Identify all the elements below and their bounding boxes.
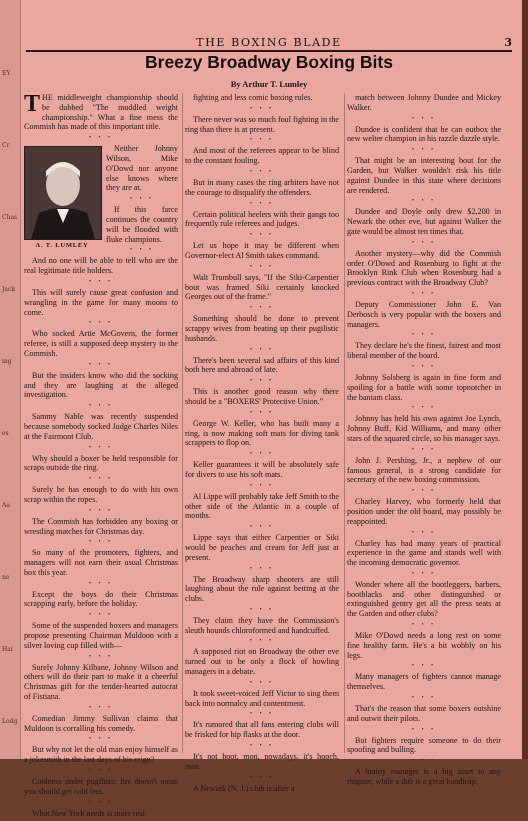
separator-dots: • • • (411, 332, 437, 339)
portrait-image (25, 147, 101, 239)
separator-dots: • • • (249, 137, 275, 144)
paragraph: And most of the referees appear to be blind to the constant fouling. (185, 146, 339, 166)
paragraph: A brainy manager is a big asset to any ringster, while a dub is a great handicap. (347, 767, 501, 787)
separator-dots: • • • (129, 247, 155, 254)
separator-dots: • • • (249, 263, 275, 270)
paragraph: Wonder where all the bootleggers, barbers, bootblacks and other distinguished or extinguished gentry get all the press seats at the Garden and other clubs? (347, 579, 501, 619)
separator-dots: • • • (249, 638, 275, 645)
paragraph: Who socked Artie McGovern, the former referee, is still a supposed deep mystery to the Commish. (24, 329, 178, 358)
separator-dots: • • • (88, 278, 114, 285)
paragraph: Johnny Solsberg is again in fine form and spoiling for a battle with some topnotcher in the bantam class. (347, 372, 501, 402)
paragraph: That's the reason that some boxers outshine and outwit their pilots. (347, 704, 501, 723)
edge-fragment: EY (2, 70, 11, 77)
paragraph: This is another good reason why there should be a "BOXERS' Protective Union." (185, 387, 339, 406)
paragraph: But in many cases the ring arbiters have not the courage to disqualify the offenders. (185, 177, 339, 197)
drop-cap: T (24, 91, 41, 117)
paragraph: Except the boys do their Christmas scrapping early, before the holiday. (24, 589, 178, 609)
separator-dots: • • • (249, 482, 275, 489)
paragraph: It took sweet-voiced Jeff Victor to sing them back into normalcy and contentment. (185, 688, 339, 708)
page-number: 3 (504, 36, 512, 49)
binding-edge (522, 0, 528, 759)
paragraph: Comedian Jimmy Sullivan claims that Muldoon is corralling his comedy. (24, 713, 178, 733)
edge-fragment: Lodg (2, 718, 18, 725)
paragraph: Something should be done to prevent scrappy wives from beating up their pugilistic husbands. (185, 314, 339, 343)
author-photo-block (24, 146, 100, 251)
paragraph: The Commish has forbidden any boxing or wrestling matches for Christmas day. (24, 516, 178, 536)
paragraph: Dundee is confident that he can outbox the new welter champion in his razzle dazzle style. (347, 124, 501, 144)
separator-dots: • • • (411, 726, 437, 733)
paragraph: But why not let the old man enjoy himself as a jokesmith in the last days of his reign? (24, 745, 178, 765)
paragraph: What New York needs is more real (32, 808, 146, 818)
separator-dots: • • • (411, 663, 437, 670)
separator-dots: • • • (249, 105, 275, 112)
separator-dots: • • • (411, 446, 437, 453)
separator-dots: • • • (88, 507, 114, 514)
page-header (26, 36, 512, 52)
separator-dots: • • • (249, 711, 275, 718)
paragraph: Why should a boxer be held responsible for scraps outside the ring. (24, 453, 178, 473)
separator-dots: • • • (88, 653, 114, 660)
paragraph: Charley has had many years of practical experience in the game and stands well with the incoming democratic governor. (347, 538, 501, 568)
paragraph: Surely he has enough to do with his own scrap within the ropes. (24, 485, 178, 504)
separator-dots: • • • (249, 743, 275, 750)
column-rule (344, 93, 345, 753)
paragraph: Neither Johnny Wilson, Mike O'Dowd nor anyone else knows where they are at. (106, 144, 178, 193)
paragraph: fighting and less comic boxing rules. (193, 93, 313, 102)
paragraph: The Broadway sharp shooters are still laughing about the rule against betting at the clubs. (185, 574, 339, 604)
paragraph: Sammy Nable was recently suspended because somebody socked Judge Charles Niles at the Fairmont Club. (24, 412, 178, 441)
paragraph: George W. Keller, who has built many a ring, is now making soft mats for diving tank scrappers to flop on. (185, 418, 339, 448)
paragraph: Coolness under pugilistic fire doesn't mean you should get cold feet. (24, 777, 178, 796)
paragraph: A supposed riot on Broadway the other eve turned out to be only a flock of howling managers in a debate. (185, 647, 339, 677)
separator-dots: • • • (249, 305, 275, 312)
paragraph: Johnny has held his own against Joe Lynch, Johnny Buff, Kid Williams, and many other stars of the squared circle, so his manager says. (347, 414, 501, 443)
paragraph: They declare he's the finest, fairest and most liberal member of the board. (347, 341, 501, 361)
paragraph: Let us hope it may be different when Governor-elect Al Smith takes command. (185, 241, 339, 260)
paragraph: Certain political heelers with their gangs too frequently rule referees and judges. (185, 209, 339, 229)
separator-dots: • • • (411, 758, 437, 765)
edge-fragment: ne (2, 574, 10, 581)
magazine-title: THE BOXING BLADE (196, 36, 342, 49)
paragraph: But fighters require someone to do their spoofing and bulling. (347, 735, 501, 755)
separator-dots: • • • (129, 196, 155, 203)
separator-dots: • • • (88, 135, 114, 142)
separator-dots: • • • (411, 363, 437, 370)
paragraph: Charley Harvey, who formerly held that position under the old board, may possibly be reappointed. (347, 497, 501, 526)
separator-dots: • • • (88, 704, 114, 711)
separator-dots: • • • (411, 147, 437, 154)
edge-fragment: ing (2, 358, 12, 365)
separator-dots: • • • (249, 168, 275, 175)
paragraph: Al Lippe will probably take Jeff Smith to the other side of the Atlantic in a couple of months. (185, 491, 339, 521)
separator-dots: • • • (88, 403, 114, 410)
lead-text: HE middleweight championship should be dubbed "The muddled weight championship." What a fine mess the Commish has made of this important title. (24, 93, 178, 132)
paragraph: They claim they have the Commission's sleuth hounds chloroformed and handcuffed. (185, 615, 339, 635)
separator-dots: • • • (411, 695, 437, 702)
separator-dots: • • • (411, 290, 437, 297)
column-1-body (24, 135, 178, 818)
separator-dots: • • • (249, 774, 275, 781)
separator-dots: • • • (88, 539, 114, 546)
separator-dots: • • • (411, 529, 437, 536)
edge-fragment: Cr (2, 142, 10, 149)
separator-dots: • • • (411, 115, 437, 122)
paragraph: Lippe says that either Carpentier or Siki would be peaches and cream for Jeff just at present. (185, 533, 339, 562)
edge-fragment: Aa (2, 502, 10, 509)
separator-dots: • • • (411, 239, 437, 246)
paragraph: And no one will be able to tell who are the real legitimate title holders. (24, 256, 178, 276)
paragraph: It's rumored that all fans entering clubs will be frisked for hip flasks at the door. (185, 720, 339, 740)
separator-dots: • • • (411, 405, 437, 412)
separator-dots: • • • (88, 799, 114, 806)
column-3 (347, 93, 501, 790)
separator-dots: • • • (411, 570, 437, 577)
separator-dots: • • • (411, 198, 437, 205)
separator-dots: • • • (88, 612, 114, 619)
edge-fragment: Chas (2, 214, 18, 221)
separator-dots: • • • (88, 580, 114, 587)
column-1 (24, 93, 178, 821)
paragraph: Keller guarantees it will be absolutely safe for divers to use his soft mats. (185, 460, 339, 479)
paragraph: If this farce continues the country will be flooded with fluke champions. (106, 205, 178, 244)
paragraph: That might be an interesting bout for the Garden, but Walker wouldn't risk his title against Dundee in this state where decisions are rendered. (347, 156, 501, 195)
author-portrait (24, 146, 102, 240)
separator-dots: • • • (88, 444, 114, 451)
byline: By Arthur T. Lumley (230, 79, 308, 89)
separator-dots: • • • (88, 361, 114, 368)
edge-fragment: Hai (2, 646, 13, 653)
paragraph: match between Johnny Dundee and Mickey Walker. (347, 93, 501, 112)
paragraph: Surely Johnny Kilbane, Johnny Wilson and others will do their part to make it a cheerful Christmas gift for the tender-hearted autocrat of Fistiana. (24, 662, 178, 702)
edge-fragment: es (2, 430, 9, 437)
paragraph: Deputy Commissioner John E. Van Derbosch is very popular with the boxers and managers. (347, 299, 501, 329)
separator-dots: • • • (249, 524, 275, 531)
paragraph: But the insiders know who did the socking and they are laughing at the alleged investigation. (24, 370, 178, 400)
previous-page-edge (0, 0, 21, 759)
paragraph: There's been several sad affairs of this kind both here and abroad of late. (185, 355, 339, 375)
separator-dots: • • • (249, 232, 275, 239)
separator-dots: • • • (411, 622, 437, 629)
paragraph: Another mystery—why did the Commish order O'Dowd and Rosenburg to fight at the Brooklyn Rink Club when Rosenburg had a previous contract with the Broadway Club? (347, 248, 501, 288)
separator-dots: • • • (249, 565, 275, 572)
separator-dots: • • • (249, 409, 275, 416)
photo-caption: A. T. LUMLEY (35, 242, 89, 250)
article-title: Breezy Broadway Boxing Bits (145, 52, 393, 72)
separator-dots: • • • (249, 200, 275, 207)
paragraph: It's not hoot, mon, nowadays, it's hooch, man. (185, 752, 339, 771)
paragraph: Dundee and Doyle only drew $2,200 in Newark the other eve, but against Walker the gate would be almost ten times that. (347, 207, 501, 236)
edge-fragment: Jack (2, 286, 15, 293)
column-rule (182, 93, 183, 753)
paragraph: Mike O'Dowd needs a long rest on some fine healthy farm. He's a bit wobbly on his legs. (347, 631, 501, 660)
column-2 (185, 93, 339, 796)
paragraph: Many managers of fighters cannot manage themselves. (347, 672, 501, 692)
paragraph: This will surely cause great confusion and wrangling in the game for many moons to come. (24, 287, 178, 317)
separator-dots: • • • (88, 736, 114, 743)
paragraph: Some of the suspended boxers and managers propose presenting Chairman Muldoon with a silver loving cup filled with— (24, 621, 178, 650)
paragraph: A Newark (N. J.) club is after a (193, 783, 295, 793)
separator-dots: • • • (249, 679, 275, 686)
lead-paragraph (24, 93, 178, 132)
paragraph: There never was so much foul fighting in the ring than there is at present. (185, 114, 339, 134)
separator-dots: • • • (88, 476, 114, 483)
separator-dots: • • • (249, 346, 275, 353)
paragraph: Walt Trumbull says, "If the Siki-Carpentier bout was framed Siki certainly knocked Georges out of the frame." (185, 272, 339, 302)
separator-dots: • • • (249, 451, 275, 458)
paragraph: John J. Pershing, Jr., a nephew of our famous general, is a strong candidate for secretary of the new boxing commission. (347, 455, 501, 485)
separator-dots: • • • (88, 320, 114, 327)
separator-dots: • • • (249, 378, 275, 385)
separator-dots: • • • (88, 768, 114, 775)
separator-dots: • • • (411, 488, 437, 495)
paragraph: So many of the promoters, fighters, and managers will not earn their usual Christmas box this year. (24, 548, 178, 577)
separator-dots: • • • (249, 606, 275, 613)
